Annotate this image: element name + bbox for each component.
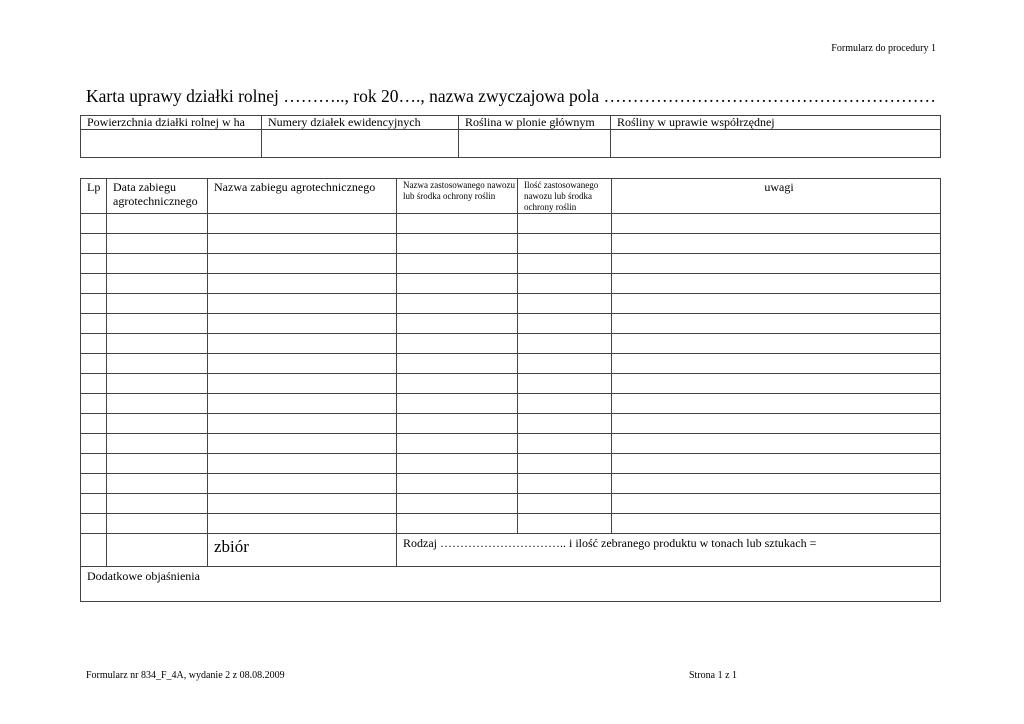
product-name-cell[interactable] [397,494,518,514]
table-row [81,254,941,274]
product-amount-cell[interactable] [518,514,612,534]
lp-cell[interactable] [81,254,107,274]
table-row [81,434,941,454]
notes-cell[interactable] [612,254,941,274]
lp-cell[interactable] [81,474,107,494]
treatment-name-cell[interactable] [208,334,397,354]
treatment-table [80,178,941,602]
notes-cell[interactable] [612,214,941,234]
product-amount-cell[interactable] [518,454,612,474]
product-name-header: Nazwa zastosowanego nawozu lub środka ochrony roślin [397,179,518,214]
product-name-cell[interactable] [397,234,518,254]
lp-cell[interactable] [81,274,107,294]
page-number: Strona 1 z 1 [689,670,738,681]
product-amount-cell[interactable] [518,254,612,274]
product-name-cell[interactable] [397,254,518,274]
notes-cell[interactable] [612,494,941,514]
product-name-cell[interactable] [397,474,518,494]
date-cell[interactable] [107,414,208,434]
product-amount-cell[interactable] [518,274,612,294]
notes-header: uwagi [612,179,941,214]
product-name-cell[interactable] [397,394,518,414]
date-cell[interactable] [107,334,208,354]
date-cell[interactable] [107,374,208,394]
notes-cell[interactable] [612,374,941,394]
product-amount-cell[interactable] [518,354,612,374]
notes-cell[interactable] [612,314,941,334]
lp-cell[interactable] [81,514,107,534]
table-row [81,374,941,394]
notes-cell[interactable] [612,414,941,434]
date-header: Data zabiegu agrotechnicznego [107,179,208,214]
notes-cell[interactable] [612,434,941,454]
main-crop-cell[interactable] [459,130,611,158]
date-cell[interactable] [107,514,208,534]
notes-cell[interactable] [612,394,941,414]
notes-cell[interactable] [612,474,941,494]
table-row [81,414,941,434]
date-cell[interactable] [107,474,208,494]
date-cell[interactable] [107,394,208,414]
treatment-name-cell[interactable] [208,354,397,374]
lp-cell[interactable] [81,294,107,314]
product-name-cell[interactable] [397,514,518,534]
product-amount-cell[interactable] [518,374,612,394]
table-row [81,454,941,474]
product-name-cell[interactable] [397,214,518,234]
date-cell[interactable] [107,434,208,454]
notes-cell[interactable] [612,514,941,534]
table-row [81,294,941,314]
treatment-name-cell[interactable] [208,474,397,494]
product-name-cell[interactable] [397,354,518,374]
product-name-cell[interactable] [397,434,518,454]
product-amount-cell[interactable] [518,234,612,254]
product-name-cell[interactable] [397,414,518,434]
treatment-name-cell[interactable] [208,294,397,314]
notes-cell[interactable] [612,454,941,474]
date-cell[interactable] [107,314,208,334]
product-amount-header: Ilość zastosowanego nawozu lub środka ochrony roślin [518,179,612,214]
lp-cell[interactable] [81,414,107,434]
product-name-cell[interactable] [397,274,518,294]
date-cell[interactable] [107,494,208,514]
treatment-name-cell[interactable] [208,214,397,234]
date-cell[interactable] [107,214,208,234]
parcel-numbers-cell[interactable] [262,130,459,158]
table-row [81,494,941,514]
table-row [81,514,941,534]
treatment-name-cell[interactable] [208,414,397,434]
table-row [81,354,941,374]
treatment-name-cell[interactable] [208,254,397,274]
plot-info-table [80,115,941,158]
product-name-cell[interactable] [397,294,518,314]
parcel-numbers-header: Numery działek ewidencyjnych [262,116,459,130]
lp-cell[interactable] [81,234,107,254]
date-cell[interactable] [107,234,208,254]
form-procedure-note: Formularz do procedury 1 [831,43,936,54]
harvest-label: zbiór [208,534,397,567]
lp-cell[interactable] [81,334,107,354]
product-amount-cell[interactable] [518,414,612,434]
product-name-cell[interactable] [397,314,518,334]
treatment-name-cell[interactable] [208,454,397,474]
treatment-name-cell[interactable] [208,234,397,254]
harvest-lp-cell[interactable] [81,534,107,567]
treatment-name-header: Nazwa zabiegu agrotechnicznego [208,179,397,214]
date-cell[interactable] [107,354,208,374]
page-title: Karta uprawy działki rolnej ……….., rok 20…., nazwa zwyczajowa pola ………………………………………………… [86,86,937,106]
product-name-cell[interactable] [397,334,518,354]
date-cell[interactable] [107,274,208,294]
product-amount-cell[interactable] [518,214,612,234]
lp-cell[interactable] [81,434,107,454]
treatment-name-cell[interactable] [208,434,397,454]
harvest-description[interactable]: Rodzaj ………………………….. i ilość zebranego produktu w tonach lub sztukach = [397,534,941,567]
area-header: Powierzchnia działki rolnej w ha [81,116,262,130]
area-cell[interactable] [81,130,262,158]
lp-cell[interactable] [81,214,107,234]
product-amount-cell[interactable] [518,494,612,514]
notes-cell[interactable] [612,294,941,314]
treatment-name-cell[interactable] [208,374,397,394]
product-amount-cell[interactable] [518,314,612,334]
product-amount-cell[interactable] [518,394,612,414]
table-row [81,214,941,234]
intercrop-cell[interactable] [611,130,941,158]
product-amount-cell[interactable] [518,334,612,354]
notes-cell[interactable] [612,274,941,294]
lp-header: Lp [81,179,107,214]
product-amount-cell[interactable] [518,294,612,314]
form-number: Formularz nr 834_F_4A, wydanie 2 z 08.08.2009 [86,670,285,681]
table-row [81,234,941,254]
product-amount-cell[interactable] [518,474,612,494]
notes-cell[interactable] [612,354,941,374]
lp-cell[interactable] [81,494,107,514]
date-cell[interactable] [107,454,208,474]
date-cell[interactable] [107,294,208,314]
lp-cell[interactable] [81,374,107,394]
notes-cell[interactable] [612,234,941,254]
additional-notes-cell[interactable]: Dodatkowe objaśnienia [81,567,941,602]
lp-cell[interactable] [81,354,107,374]
product-name-cell[interactable] [397,454,518,474]
main-crop-header: Roślina w plonie głównym [459,116,611,130]
notes-cell[interactable] [612,334,941,354]
treatment-name-cell[interactable] [208,514,397,534]
treatment-name-cell[interactable] [208,314,397,334]
harvest-date-cell[interactable] [107,534,208,567]
table-row [81,274,941,294]
lp-cell[interactable] [81,454,107,474]
table-row [81,314,941,334]
table-row [81,474,941,494]
lp-cell[interactable] [81,394,107,414]
intercrop-header: Rośliny w uprawie współrzędnej [611,116,941,130]
table-row [81,334,941,354]
lp-cell[interactable] [81,314,107,334]
product-amount-cell[interactable] [518,434,612,454]
date-cell[interactable] [107,254,208,274]
treatment-name-cell[interactable] [208,494,397,514]
table-row [81,394,941,414]
product-name-cell[interactable] [397,374,518,394]
treatment-name-cell[interactable] [208,394,397,414]
treatment-name-cell[interactable] [208,274,397,294]
